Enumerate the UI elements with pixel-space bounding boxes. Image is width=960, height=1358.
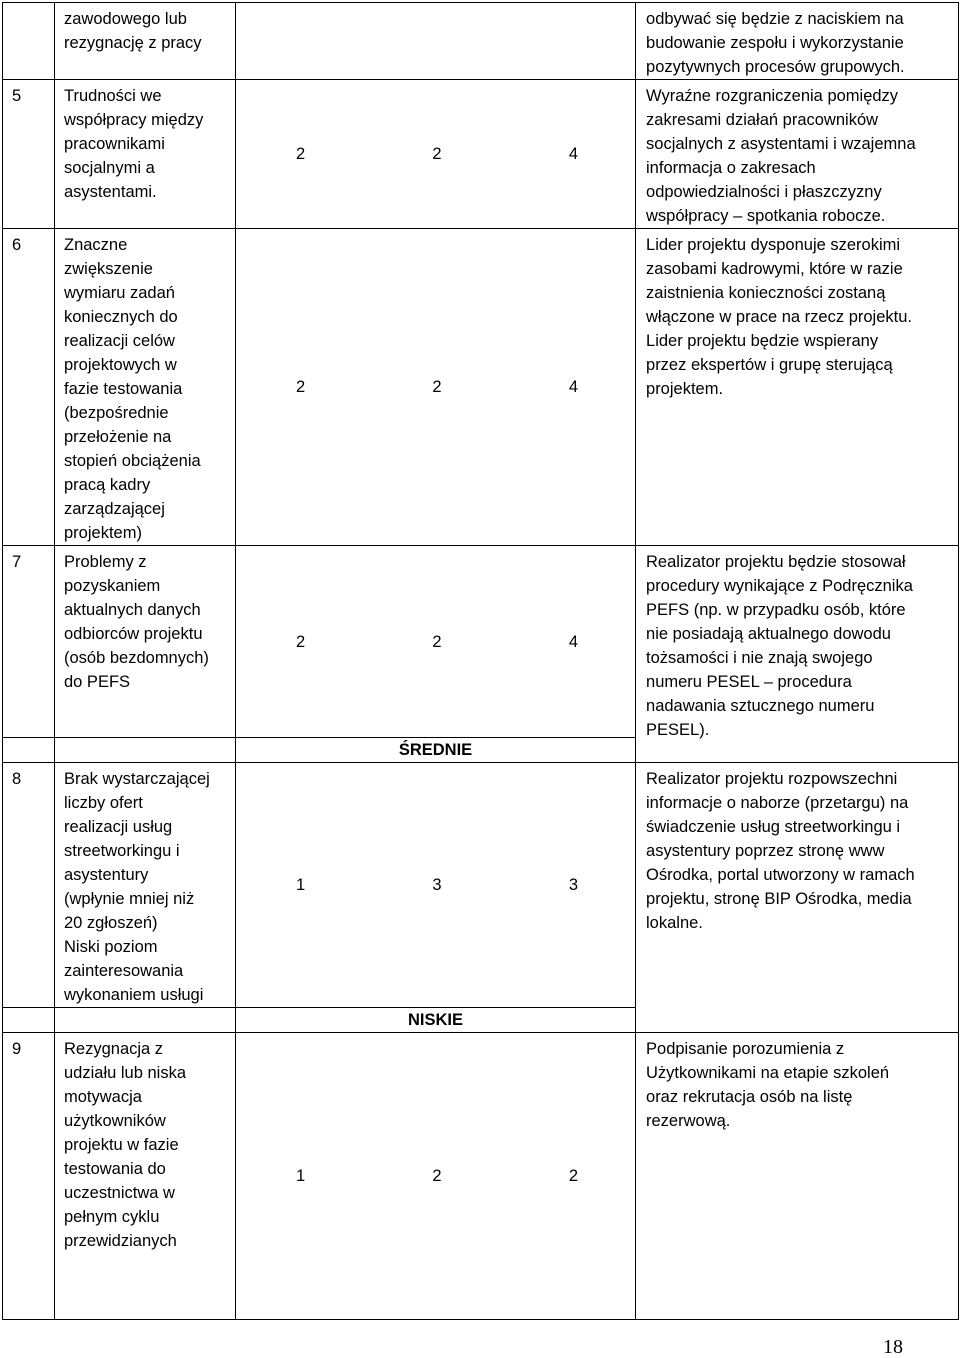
risk-description: zawodowego lub rezygnację z pracy (55, 3, 236, 80)
weight-value: 2 (568, 1167, 578, 1185)
risk-number (3, 3, 55, 80)
risk-number: 9 (3, 1033, 55, 1320)
level-empty-desc (55, 738, 236, 763)
table-row (3, 546, 959, 738)
risk-number: 8 (3, 763, 55, 1008)
level-empty-num (3, 738, 55, 763)
risk-values-empty (236, 3, 636, 80)
risk-description: Problemy z pozyskaniem aktualnych danych odbiorców projektu (osób bezdomnych) do PEFS (55, 546, 236, 738)
probability-value: 2 (296, 378, 306, 396)
risk-action: Podpisanie porozumienia z Użytkownikami na etapie szkoleń oraz rekrutacja osób na listę rezerwową. (636, 1033, 959, 1320)
weight-value: 4 (568, 632, 578, 651)
risk-action: Wyraźne rozgraniczenia pomiędzy zakresami działań pracowników socjalnych z asystentami i wzajemna informacja o zakresach odpowiedzialności i płaszczyzny współpracy – spotkania robocze. (636, 80, 959, 229)
probability-value: 2 (296, 632, 306, 651)
impact-value: 2 (432, 1167, 442, 1185)
risk-description: Znaczne zwiększenie wymiaru zadań koniecznych do realizacji celów projektowych w fazie testowania (bezpośrednie przełożenie na stopień obciążenia pracą kadry zarządzającej projektem) (55, 229, 236, 546)
weight-value: 4 (568, 145, 578, 163)
risk-values (236, 229, 636, 546)
impact-value: 2 (432, 632, 442, 651)
level-empty-desc (55, 1008, 236, 1033)
table-row (3, 229, 959, 546)
risk-action: Realizator projektu rozpowszechni informacje o naborze (przetargu) na świadczenie usług streetworkingu i asystentury poprzez stronę www Ośrodka, portal utworzony w ramach projektu, stronę BIP Ośrodka, media lokalne. (636, 763, 959, 1033)
table-row (3, 1033, 959, 1320)
risk-values (236, 1033, 636, 1320)
risk-action: Lider projektu dysponuje szerokimi zasobami kadrowymi, które w razie zaistnienia konieczności zostaną włączone w prace na rzecz projektu. Lider projektu będzie wspierany przez ekspertów i grupę sterującą projektem. (636, 229, 959, 546)
probability-value: 1 (296, 1167, 306, 1185)
level-empty-num (3, 1008, 55, 1033)
risk-values (236, 546, 636, 738)
risk-number: 7 (3, 546, 55, 738)
probability-value: 2 (296, 145, 306, 163)
risk-description: Brak wystarczającej liczby ofert realizacji usług streetworkingu i asystentury (wpłynie mniej niż 20 zgłoszeń) Niski poziom zainteresowania wykonaniem usługi (55, 763, 236, 1008)
risk-description: Trudności we współpracy między pracownikami socjalnymi a asystentami. (55, 80, 236, 229)
page-number: 18 (883, 1336, 903, 1358)
level-label-medium: ŚREDNIE (236, 738, 636, 763)
risk-values (236, 80, 636, 229)
table-row (3, 763, 959, 1008)
risk-description: Rezygnacja z udziału lub niska motywacja użytkowników projektu w fazie testowania do uczestnictwa w pełnym cyklu przewidzianych (55, 1033, 236, 1320)
weight-value: 3 (568, 876, 578, 894)
table-row (3, 3, 959, 80)
probability-value: 1 (296, 876, 306, 894)
risk-table (2, 2, 959, 1320)
weight-value: 4 (568, 378, 578, 396)
risk-action: odbywać się będzie z naciskiem na budowanie zespołu i wykorzystanie pozytywnych procesów grupowych. (636, 3, 959, 80)
impact-value: 2 (432, 378, 442, 396)
risk-number: 5 (3, 80, 55, 229)
table-row (3, 80, 959, 229)
impact-value: 2 (432, 145, 442, 163)
risk-action: Realizator projektu będzie stosował procedury wynikające z Podręcznika PEFS (np. w przypadku osób, które nie posiadają aktualnego dowodu tożsamości i nie znają swojego numeru PESEL – procedura nadawania sztucznego numeru PESEL). (636, 546, 959, 763)
impact-value: 3 (432, 876, 442, 894)
level-label-low: NISKIE (236, 1008, 636, 1033)
risk-values (236, 763, 636, 1008)
risk-number: 6 (3, 229, 55, 546)
